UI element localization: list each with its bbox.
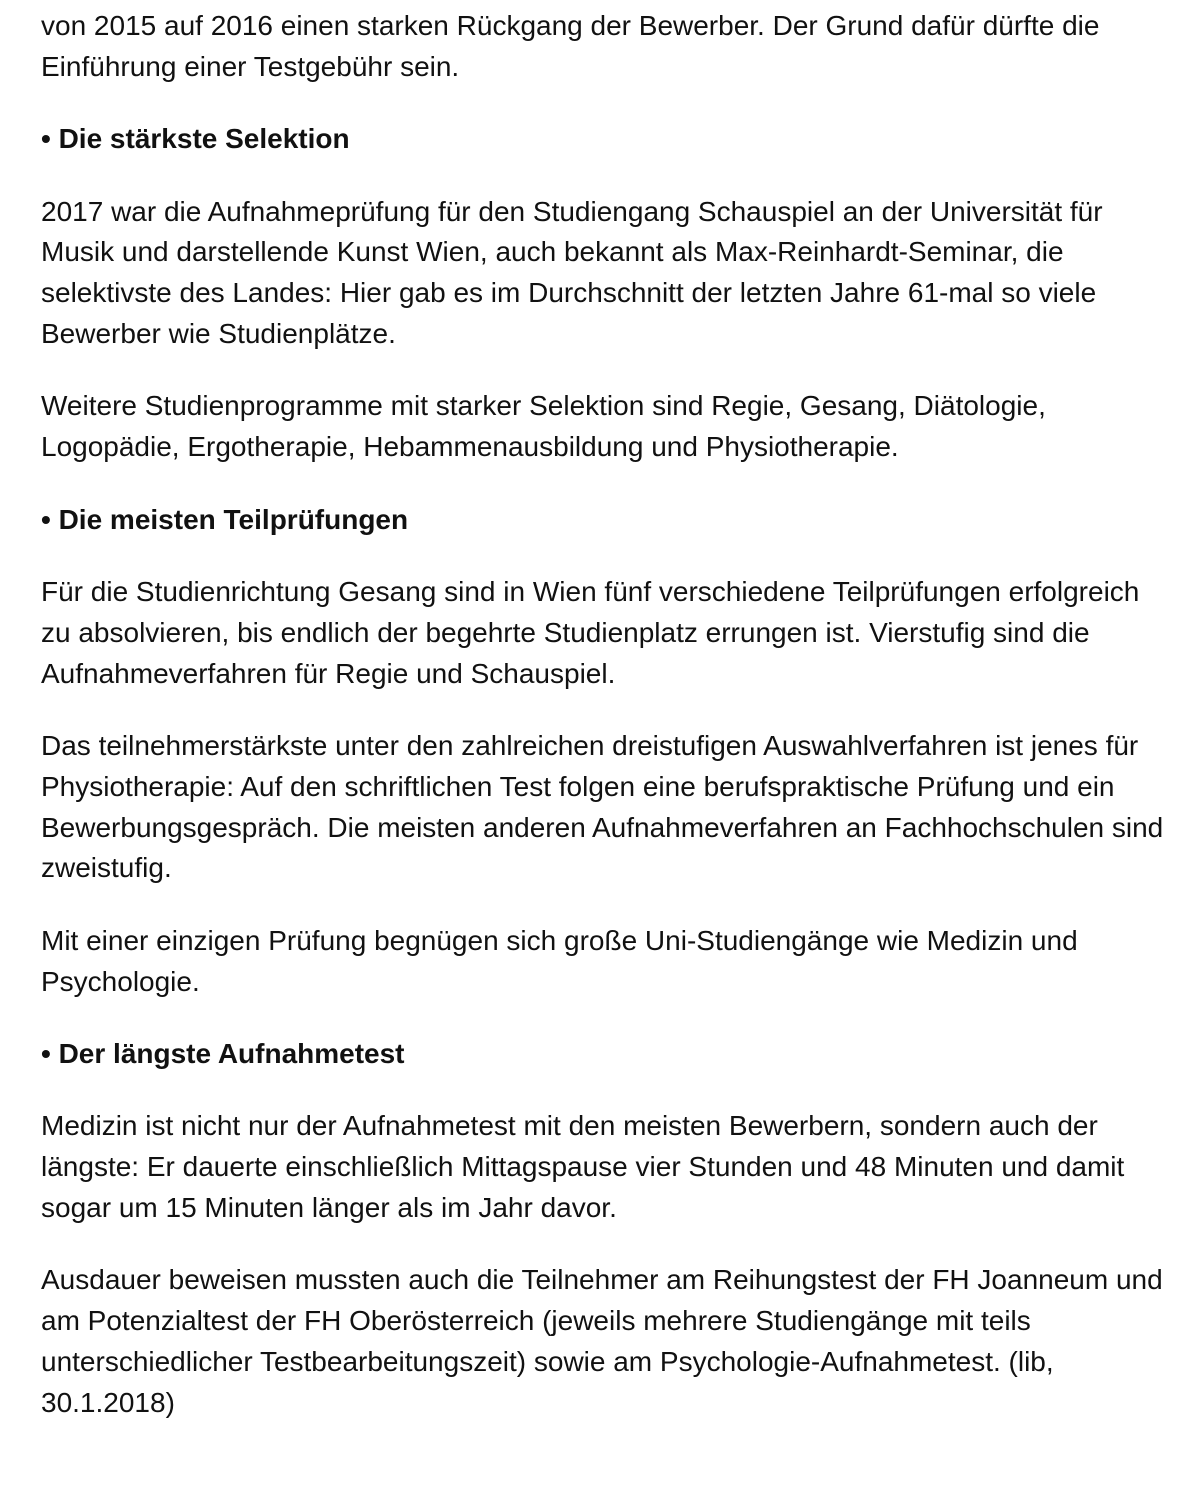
heading-staerkste-selektion: • Die stärkste Selektion [41,123,350,155]
paragraph-einzige-pruefung: Mit einer einzigen Prüfung begnügen sich große Uni-Studiengänge wie Medizin und Psychologie. [41,924,1078,997]
paragraph-physiotherapie-verfahren: Das teilnehmerstärkste unter den zahlreichen dreistufigen Auswahlverfahren ist jenes für Physiotherapie: Auf den schriftlichen Test folgen eine berufspraktische Prüfung und ein Bewerbungsgespräch. Die meisten anderen Aufnahmeverfahren an Fachhochschulen sind zweistufig. [41,729,1164,884]
heading-laengste-aufnahmetest: • Der längste Aufnahmetest [41,1037,405,1069]
paragraph-ausdauer: Ausdauer beweisen mussten auch die Teilnehmer am Reihungstest der FH Joanneum und am Potenzialtest der FH Oberösterreich (jeweils mehrere Studiengänge mit teils unterschiedlicher Testbearbeitungszeit) sowie am Psychologie-Aufnahmetest. (lib, 30.1.2018) [41,1264,1163,1418]
paragraph-schauspiel-selektion: 2017 war die Aufnahmeprüfung für den Studiengang Schauspiel an der Universität für Musik und darstellende Kunst Wien, auch bekannt als Max-Reinhardt-Seminar, die selektivste des Landes: Hier gab es im Durchschnitt der letzten Jahre 61-mal so viele Bewerber wie Studienplätze. [41,195,1103,349]
article-body [41,6,1166,1455]
paragraph-gesang-teilpruefungen: Für die Studienrichtung Gesang sind in Wien fünf verschiedene Teilprüfungen erfolgreich zu absolvieren, bis endlich der begehrte Studienplatz errungen ist. Vierstufig sind die Aufnahmeverfahren für Regie und Schauspiel. [41,575,1140,689]
paragraph-medizin-dauer: Medizin ist nicht nur der Aufnahmetest mit den meisten Bewerbern, sondern auch der längste: Er dauerte einschließlich Mittagspause vier Stunden und 48 Minuten und damit sogar um 15 Minuten länger als im Jahr davor. [41,1110,1125,1223]
paragraph-intro-continued: von 2015 auf 2016 einen starken Rückgang der Bewerber. Der Grund dafür dürfte die Einführung einer Testgebühr sein. [41,10,1100,82]
paragraph-weitere-programme: Weitere Studienprogramme mit starker Selektion sind Regie, Gesang, Diätologie, Logopädie, Ergotherapie, Hebammenausbildung und Physiotherapie. [41,390,1046,463]
heading-meisten-teilpruefungen: • Die meisten Teilprüfungen [41,503,409,535]
